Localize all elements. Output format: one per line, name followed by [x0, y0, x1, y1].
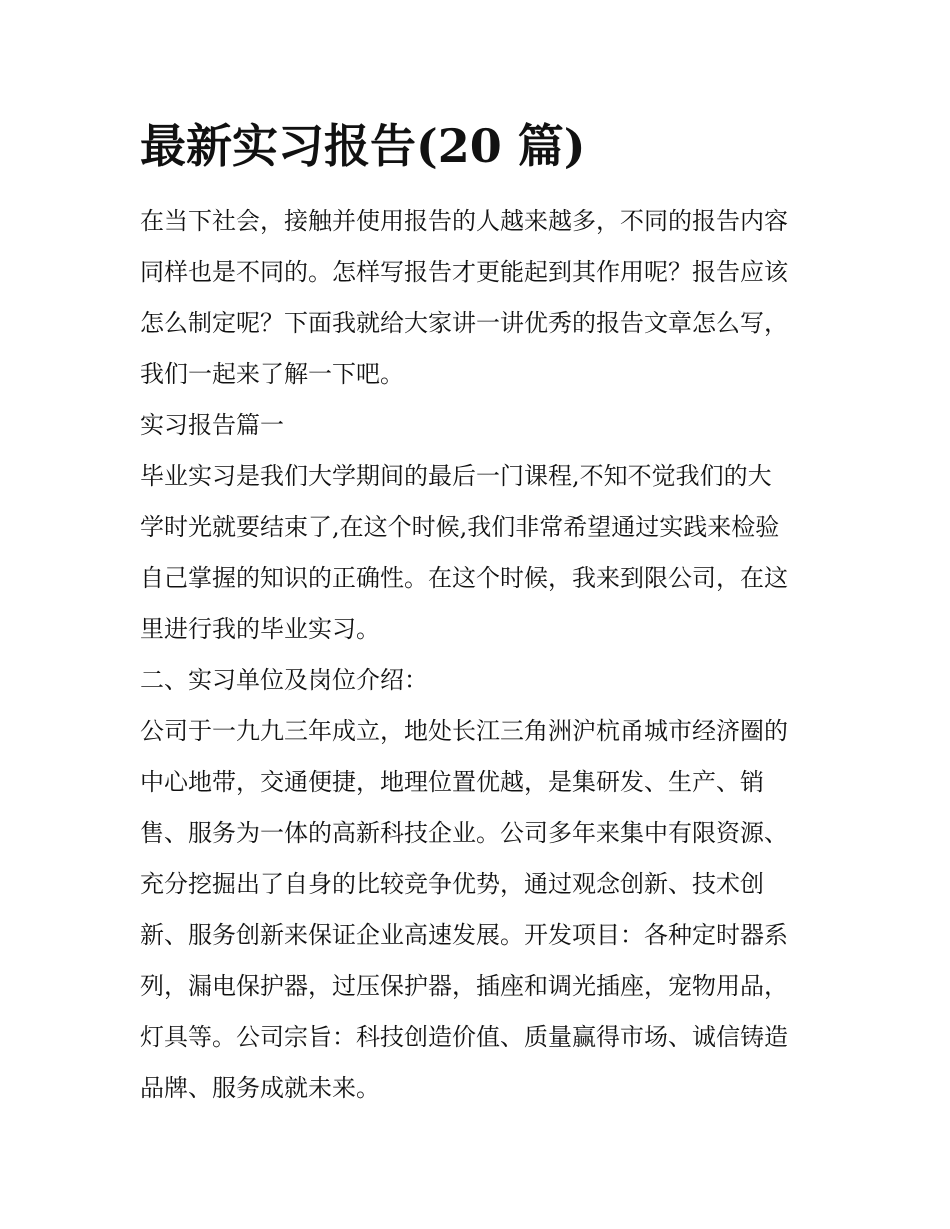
section-heading-unit-intro: 二、实习单位及岗位介绍：	[140, 666, 428, 694]
text-line-para2-1: 公司于一九九三年成立，地处长江三角洲沪杭甬城市经济圈的	[140, 717, 788, 745]
text-line-intro-4: 我们一起来了解一下吧。	[140, 360, 404, 388]
text-line-para2-8: 品牌、服务成就未来。	[140, 1074, 380, 1102]
text-line-para2-2: 中心地带，交通便捷，地理位置优越，是集研发、生产、销	[140, 768, 764, 796]
text-line-para1-4: 里进行我的毕业实习。	[140, 615, 380, 643]
text-line-para2-5: 新、服务创新来保证企业高速发展。开发项目：各种定时器系	[140, 921, 788, 949]
text-line-para2-7: 灯具等。公司宗旨：科技创造价值、质量赢得市场、诚信铸造	[140, 1023, 788, 1051]
text-line-para2-6: 列，漏电保护器，过压保护器，插座和调光插座，宠物用品，	[140, 972, 788, 1000]
section-heading-report-1: 实习报告篇一	[140, 411, 284, 439]
text-line-intro-3: 怎么制定呢？下面我就给大家讲一讲优秀的报告文章怎么写，	[140, 309, 788, 337]
document-title: 最新实习报告(20 篇)	[140, 119, 586, 173]
text-line-para2-4: 充分挖掘出了自身的比较竞争优势，通过观念创新、技术创	[140, 870, 764, 898]
text-line-intro-2: 同样也是不同的。怎样写报告才更能起到其作用呢？报告应该	[140, 258, 788, 286]
text-line-para1-2: 学时光就要结束了,在这个时候,我们非常希望通过实践来检验	[140, 513, 780, 541]
text-line-para2-3: 售、服务为一体的高新科技企业。公司多年来集中有限资源、	[140, 819, 788, 847]
text-line-para1-1: 毕业实习是我们大学期间的最后一门课程,不知不觉我们的大	[140, 462, 772, 490]
text-line-para1-3: 自己掌握的知识的正确性。在这个时候，我来到限公司，在这	[140, 564, 788, 592]
text-line-intro-1: 在当下社会，接触并使用报告的人越来越多，不同的报告内容	[140, 207, 788, 235]
